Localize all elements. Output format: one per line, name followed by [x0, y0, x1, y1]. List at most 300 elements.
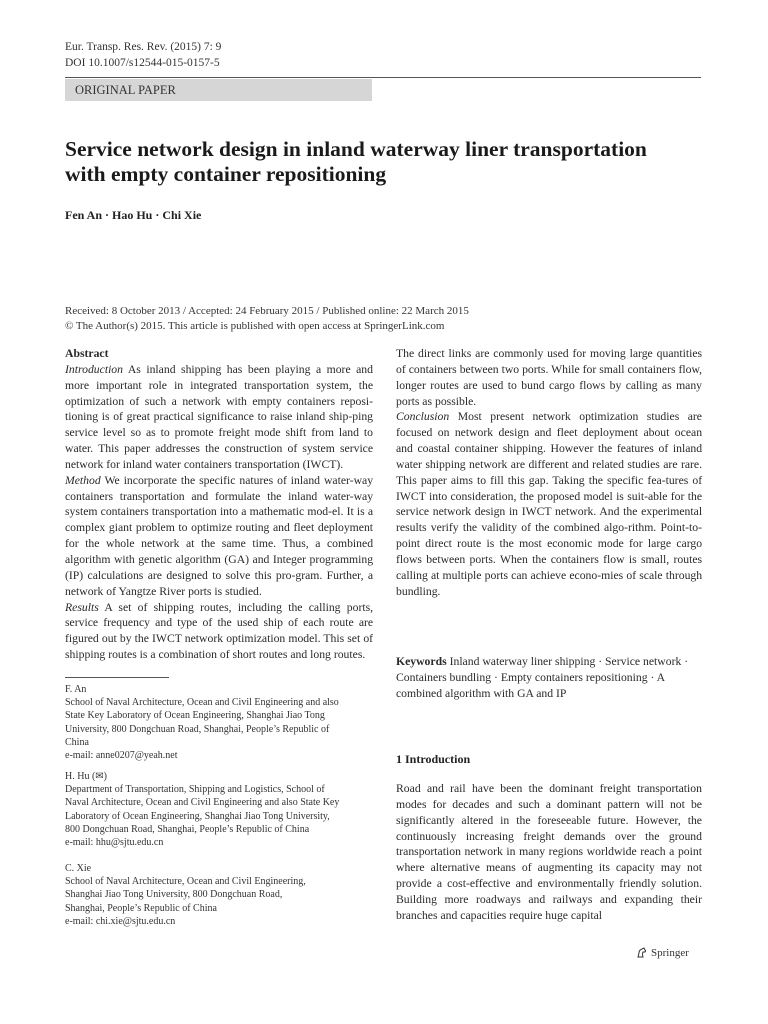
abstract-conclusion-text: combined [553, 521, 600, 535]
abstract-intro-text: construction [224, 442, 283, 456]
abstract-intro-text: has [226, 362, 243, 376]
abstract-conclusion-text: And [599, 505, 620, 519]
affiliation-name: H. Hu (✉) [65, 771, 107, 782]
abstract-method-text: this [254, 568, 272, 582]
abstract-intro-text: shift [285, 426, 307, 440]
abstract-conclusion-text: of [692, 473, 703, 487]
abstract-conclusion-text: coastal [417, 442, 450, 456]
abstract-conclusion-text: network. [555, 505, 597, 519]
abstract-method-text: a [241, 505, 247, 519]
abstract-conclusion-text: the [597, 442, 613, 456]
abstract-results-text: ports [396, 394, 420, 408]
abstract-conclusion-text: through [665, 568, 703, 582]
abstract-intro-text: containers [183, 457, 232, 471]
abstract-intro-text: network [65, 457, 104, 471]
footnote-divider [65, 677, 169, 678]
abstract-results-text: the [217, 616, 232, 630]
abstract-results-text: by [119, 632, 132, 646]
abstract-method-text: water-way [323, 473, 374, 487]
abstract-conclusion-text: for [670, 489, 685, 503]
abstract-conclusion-text [638, 410, 646, 423]
abstract-results-text: of [137, 600, 148, 614]
abstract-conclusion-text: containers [550, 552, 599, 566]
abstract-intro-text: a [315, 362, 322, 376]
abstract-method-text: formulate [214, 489, 261, 503]
abstract-intro-text: more [65, 378, 90, 392]
abstract-intro-text: great [126, 410, 150, 424]
springer-horse-icon [636, 947, 648, 959]
abstract-conclusion-text: service [396, 505, 430, 519]
affiliation-line: 800 Dongchuan Road, Shanghai, People’s Republic of China [65, 823, 310, 835]
abstract-method-text: and [252, 552, 270, 566]
abstract-intro-text: level [103, 426, 126, 440]
abstract-conclusion-text: direct [425, 537, 452, 551]
affiliation-line: Naval Architecture, Ocean and Civil Engineering and also State Key [65, 797, 340, 809]
abstract-method-text [208, 490, 215, 503]
abstract-method-text: is [214, 584, 223, 598]
abstract-conclusion-text: is [486, 537, 495, 551]
publisher-name: Springer [651, 947, 689, 959]
abstract-results-text: are [358, 616, 374, 630]
abstract-conclusion-text: studies [646, 410, 680, 424]
abstract-method-text: combined [326, 537, 374, 551]
abstract-results-text: set [347, 632, 361, 646]
abstract-method-text: is [356, 505, 365, 519]
abstract-intro-text: so [130, 426, 142, 440]
publisher-logo [636, 947, 689, 959]
abstract-results-text: of [202, 616, 213, 630]
abstract-conclusion-text: ocean [674, 426, 703, 440]
abstract-intro-text [352, 379, 359, 392]
abstract-results-text: frequency [103, 616, 150, 630]
abstract-intro-text: the [358, 378, 374, 392]
abstract-intro-text: integrated [190, 378, 238, 392]
affiliation-email: e-mail: chi.xie@sjtu.edu.cn [65, 915, 176, 927]
abstract-results-text: routes. [333, 648, 366, 662]
abstract-conclusion-text: network [432, 505, 472, 519]
abstract-results-text: short [232, 648, 256, 662]
abstract-conclusion-text: are [510, 457, 526, 471]
abstract-intro-text: role [148, 378, 167, 392]
abstract-results-text: calling [625, 378, 658, 392]
abstract-method-text: into [219, 505, 239, 519]
abstract-results-text: flow, [678, 362, 703, 376]
abstract-conclusion-text: aims [450, 473, 473, 487]
abstract-conclusion-text: verify [430, 521, 459, 535]
affiliation-name: F. An [65, 684, 87, 695]
abstract-intro-text: of [287, 442, 298, 456]
abstract-intro-text: of [129, 394, 140, 408]
abstract-conclusion-text: of [658, 442, 669, 456]
abstract-results-text: type [177, 616, 198, 630]
abstract-conclusion-text: economic [547, 537, 593, 551]
abstract-results-text: shipping [153, 600, 194, 614]
abstract-intro-text: shipping [181, 362, 222, 376]
abstract-results-text: service [65, 616, 99, 630]
abstract-conclusion-text: the [499, 537, 514, 551]
abstract-intro-text: been [247, 362, 270, 376]
abstract-intro-text: paper [124, 442, 151, 456]
abstract-conclusion-text: calling [396, 568, 428, 582]
journal-info [65, 39, 221, 71]
abstract-conclusion-text: of [626, 568, 637, 582]
abstract-conclusion-text: different [528, 457, 569, 471]
abstract-results-text: used [481, 378, 504, 392]
abstract-results-text: route [329, 616, 354, 630]
abstract-method-text: designed [166, 568, 208, 582]
abstract-method-text: problem [135, 521, 175, 535]
abstract-intro-text: system, [316, 378, 352, 392]
abstract-results-text: and [290, 648, 308, 662]
abstract-results-text: calling [308, 600, 341, 614]
abstract-conclusion-text: on [437, 426, 450, 440]
abstract-results-text: many [676, 378, 703, 392]
abstract-conclusion-text: network [454, 426, 494, 440]
abstract-method-text: transportation [119, 489, 185, 503]
abstract-conclusion-text [679, 410, 687, 423]
abstract-conclusion-text [449, 410, 457, 423]
abstract-paragraph [65, 600, 373, 663]
abstract-method-text: River [159, 584, 186, 598]
abstract-conclusion-text: results [396, 521, 427, 535]
paper-title [65, 137, 725, 187]
abstract-conclusion-text: features [616, 442, 654, 456]
abstract-results-text: to [507, 378, 517, 392]
abstract-intro-text: optimization [65, 394, 125, 408]
header-rule [65, 77, 701, 78]
abstract-conclusion-text: optimization [579, 410, 639, 424]
abstract-method-text: network [65, 584, 104, 598]
section-heading: 1 Introduction [396, 752, 471, 766]
abstract-results-text: longer [396, 378, 426, 392]
abstract-conclusion-text: Taking [552, 473, 585, 487]
abstract-method-text: (GA) [224, 552, 250, 566]
affiliation-line: School of Naval Architecture, Ocean and Civil Engineering and also [65, 697, 339, 709]
abstract-method-text: of [106, 584, 116, 598]
abstract-results-text: of [396, 362, 406, 376]
abstract-results-text: are [463, 378, 478, 392]
abstract-conclusion-text: can [511, 568, 528, 582]
abstract-results-text: used [547, 347, 569, 360]
abstract-conclusion-text: large [647, 537, 672, 551]
abstract-intro-text: promote [174, 426, 214, 440]
abstract-results-text: bund [521, 378, 545, 392]
abstract-intro-text: empty [252, 394, 282, 408]
abstract-results-text: flows [579, 378, 606, 392]
affiliation-line: Shanghai, People’s Republic of China [65, 902, 217, 914]
abstract-conclusion-text: routes [673, 552, 703, 566]
abstract-results-text: direct [418, 347, 445, 360]
abstract-intro-text: water [154, 457, 181, 471]
abstract-method-text: the [267, 489, 282, 503]
abstract-conclusion-text: in [508, 505, 519, 519]
abstract-intro-text: freight [218, 426, 250, 440]
affiliation-line: Department of Transportation, Shipping and Logistics, School of [65, 784, 325, 796]
affiliation-line: Shanghai Jiao Tong University, 800 Dongchuan Road, [65, 889, 283, 901]
abstract-method-text: genetic [138, 552, 172, 566]
abstract-conclusion-text: studies [627, 457, 660, 471]
abstract-conclusion-text: the [623, 505, 638, 519]
abstract-conclusion-text: network [532, 410, 571, 424]
abstract-results-text: used [236, 616, 259, 630]
abstract-intro-text: raise [270, 410, 293, 424]
abstract-results-text: cargo [549, 378, 575, 392]
abstract-results-text: ports, [346, 600, 374, 614]
abstract-results-text: A [104, 600, 113, 614]
abstract-results-text: commonly [493, 347, 544, 360]
abstract-conclusion-text: water [396, 457, 422, 471]
abstract-method-text: the [200, 537, 216, 551]
abstract-paragraph [396, 346, 702, 409]
abstract-intro-text [142, 379, 149, 392]
abstract-conclusion-text: IWCT [396, 489, 426, 503]
abstract-results-text: optimization [226, 632, 286, 646]
abstract-intro-text [167, 379, 174, 392]
title-line-2: with empty container repositioning [65, 162, 387, 186]
abstract-conclusion-text: algo-rithm. [603, 521, 657, 535]
abstract-method-text: incorporate [123, 473, 177, 487]
abstract-conclusion-text [571, 410, 579, 423]
abstract-method-text: containers [65, 489, 114, 503]
abstract-results-text: the [134, 632, 149, 646]
abstract-intro-text: of [113, 410, 123, 424]
abstract-conclusion-text: and [534, 426, 552, 440]
abstract-method-text: and [273, 521, 290, 535]
journal-citation: Eur. Transp. Res. Rev. (2015) 7: 9 [65, 41, 222, 53]
abstract-conclusion-text: and [396, 442, 413, 456]
affiliation-line: University, 800 Dongchuan Road, Shanghai, People’s Republic of [65, 723, 330, 735]
abstract-results-text: quantities [656, 347, 703, 360]
abstract-column-right [396, 346, 702, 600]
abstract-conclusion-text: This [396, 473, 417, 487]
abstract-conclusion-text: inland [672, 442, 703, 456]
abstract-results-text: containers [627, 362, 676, 376]
abstract-results-text: This [323, 632, 345, 646]
abstract-results-text: While [551, 362, 580, 376]
abstract-intro-text: significance [197, 410, 254, 424]
abstract-method-label: Method [65, 473, 101, 487]
abstract-results-text: by [609, 378, 622, 392]
abstract-results-label: Results [65, 600, 99, 614]
abstract-conclusion-text: multiple [442, 568, 482, 582]
abstract-method-text: at [185, 537, 195, 551]
abstract-method-text: optimize [191, 521, 233, 535]
abstract-intro-text: This [98, 442, 119, 456]
abstract-conclusion-text: is [628, 552, 637, 566]
abstract-method-text: specific [199, 473, 236, 487]
abstract-conclusion-text: Point-to-point [396, 521, 702, 551]
abstract-results-text: moving [590, 347, 626, 360]
abstract-results-text: large [629, 347, 653, 360]
abstract-conclusion-text: flows [396, 552, 422, 566]
abstract-results-text: as [661, 378, 672, 392]
abstract-conclusion-text: are [687, 410, 702, 424]
abstract-conclusion-text: about [643, 426, 670, 440]
abstract-conclusion-text: and [571, 457, 589, 471]
abstract-method-text: mod-el. [307, 505, 344, 519]
abstract-intro-text: to [363, 426, 373, 440]
abstract-conclusion-text: shipping. [502, 442, 546, 456]
abstract-conclusion-text: present [490, 410, 524, 424]
abstract-paragraph [65, 346, 373, 362]
abstract-method-text: complex [65, 521, 106, 535]
abstract-results-text: figured [65, 632, 99, 646]
abstract-conclusion-text: fill [490, 473, 504, 487]
abstract-conclusion-text: achieve [530, 568, 567, 582]
abstract-conclusion-text: the [588, 473, 603, 487]
abstract-conclusion-text: consideration, [450, 489, 517, 503]
abstract-conclusion-text: validity [481, 521, 518, 535]
abstract-intro-text: reposi-tioning [65, 394, 374, 424]
abstract-conclusion-text: the [519, 489, 534, 503]
abstract-intro-text: to [257, 410, 267, 424]
affiliation-hu [65, 770, 373, 849]
abstract-method-text: with [113, 552, 135, 566]
abstract-intro-text: inland [146, 362, 176, 376]
abstract-conclusion-text: the [462, 521, 478, 535]
abstract-intro-text: mode [254, 426, 281, 440]
introduction-text [396, 781, 702, 924]
abstract-method-text: inland [290, 473, 321, 487]
abstract-method-text: solve [225, 568, 251, 582]
abstract-results-text: and [155, 616, 173, 630]
abstract-method-text: pro-gram. [275, 568, 323, 582]
abstract-results-text: routes, [200, 600, 232, 614]
abstract-method-text: giant [108, 521, 133, 535]
abstract-intro-text: inland [296, 410, 326, 424]
abstract-conclusion-text: However [550, 442, 594, 456]
abstract-method-text: the [180, 473, 196, 487]
abstract-method-text: of [277, 473, 287, 487]
abstract-results-text: ports. [522, 362, 549, 376]
affiliation-name: C. Xie [65, 863, 92, 874]
affiliation-line: School of Naval Architecture, Ocean and Civil Engineering, [65, 876, 306, 888]
abstract-conclusion-text: route [457, 537, 482, 551]
abstract-conclusion-text: related [592, 457, 624, 471]
abstract-intro-text: practical [153, 410, 194, 424]
abstract-conclusion-text: of [521, 521, 531, 535]
abstract-conclusion-text: mode [597, 537, 624, 551]
abstract-conclusion-text: Most [457, 410, 482, 424]
abstract-method-text: Integer [272, 552, 306, 566]
abstract-method-text: studied. [225, 584, 262, 598]
abstract-method-text: Yangtze [118, 584, 157, 598]
abstract-method-text: algorithm [175, 552, 221, 566]
abstract-method-text: ports [188, 584, 212, 598]
abstract-results-text: routes [430, 378, 459, 392]
abstract-conclusion-text: IWCT [521, 505, 552, 519]
abstract-conclusion-text: this [507, 473, 525, 487]
abstract-results-text: including [237, 600, 282, 614]
abstract-conclusion-text: network [469, 457, 508, 471]
abstract-paragraph [396, 409, 702, 599]
abstract-results-text: shipping [65, 648, 106, 662]
abstract-intro-text: ship-ping [328, 410, 374, 424]
abstract-results-text: links [448, 347, 472, 360]
abstract-conclusion-text: to [476, 473, 487, 487]
affiliation-line: State Key Laboratory of Ocean Engineering, Shanghai Jiao Tong [65, 710, 325, 722]
abstract-intro-text: such [144, 394, 167, 408]
abstract-conclusion-text: small, [640, 552, 670, 566]
abstract-method-text: algorithm [65, 552, 111, 566]
abstract-results-text: out [101, 632, 117, 646]
abstract-method-text: containers [100, 505, 149, 519]
abstract-method-text: to [212, 568, 222, 582]
abstract-conclusion-text: are [663, 457, 678, 471]
abstract-conclusion-text: cargo [676, 537, 703, 551]
keywords-label: Keywords [396, 655, 447, 668]
abstract-conclusion-text: rare. [680, 457, 703, 471]
abstract-method-text: same [221, 537, 246, 551]
abstract-conclusion-text: suit-able [627, 489, 668, 503]
abstract-paragraph [65, 362, 373, 473]
abstract-conclusion-text: specific [607, 473, 644, 487]
abstract-intro-text: service [339, 442, 374, 456]
author-list: Fen An · Hao Hu · Chi Xie [65, 208, 202, 222]
abstract-conclusion-text: bundling. [396, 584, 441, 598]
abstract-conclusion-text: model [583, 489, 613, 503]
abstract-method-text: water-way [323, 489, 374, 503]
abstract-results-text: of [363, 632, 374, 646]
abstract-intro-text: a [171, 394, 177, 408]
abstract-results-text: between [459, 362, 499, 376]
title-line-1: Service network design in inland waterway liner transportation [65, 137, 647, 161]
abstract-results-text: as [422, 394, 433, 408]
abstract-results-text: IWCT [152, 632, 182, 646]
abstract-results-text: for [572, 347, 587, 360]
abstract-intro-text: in [174, 378, 184, 392]
abstract-method-text: for [65, 537, 79, 551]
abstract-results-text: routes [258, 648, 288, 662]
abstract-results-text: long [310, 648, 331, 662]
abstract-conclusion-text: proposed [537, 489, 581, 503]
abstract-intro-text: As [127, 362, 141, 376]
abstract-conclusion-text: the [532, 552, 547, 566]
introduction-paragraph: Road and rail have been the dominant freight transportation modes for decades and such a dominant pattern will not be significantly altered in the foreseeable future. However, the continuously increasing freight demands over the ground transportation network in many regions worldwide reach a point where alternative means of augmenting its capacity may not provide a cost-effective and environmentally friendly solution. Building more roadways and railways and expanding their branches and capacities require huge capital [396, 782, 702, 922]
abstract-method-text: a [367, 568, 374, 582]
abstract-intro-text: from [311, 426, 334, 440]
abstract-results-text: containers [408, 362, 457, 376]
abstract-conclusion-text: ports. [469, 552, 496, 566]
abstract-results-text: a [150, 648, 156, 662]
abstract-conclusion-text: the [687, 489, 703, 503]
abstract-method-text: are [147, 568, 162, 582]
abstract-intro-label: Introduction [65, 362, 123, 376]
abstract-intro-text: service [65, 426, 99, 440]
abstract-intro-text: and [356, 362, 373, 376]
abstract-intro-text: (IWCT). [302, 457, 344, 471]
abstract-results-text: each [303, 616, 325, 630]
abstract-method-text: inland [288, 489, 318, 503]
abstract-intro-text: addresses [155, 442, 200, 456]
abstract-conclusion-text: container [454, 442, 499, 456]
abstract-method-text: whole [106, 537, 135, 551]
abstract-conclusion-text: When [499, 552, 528, 566]
abstract-results-text: for [582, 362, 597, 376]
history-line: Received: 8 October 2013 / Accepted: 24 February 2015 / Published online: 22 March 2015 [65, 305, 469, 317]
abstract-conclusion-text: shipping [425, 457, 466, 471]
abstract-conclusion-text: most [519, 537, 542, 551]
abstract-conclusion-text: fleet [556, 426, 578, 440]
abstract-conclusion-text: is [616, 489, 624, 503]
abstract-method-text: Further, [326, 568, 364, 582]
abstract-method-text: a [315, 537, 321, 551]
abstract-intro-text: system [302, 442, 335, 456]
abstract-conclusion-text: the [535, 521, 550, 535]
abstract-results-text: is [139, 648, 148, 662]
affiliation-xie [65, 862, 373, 928]
abstract-conclusion-text: paper [420, 473, 447, 487]
